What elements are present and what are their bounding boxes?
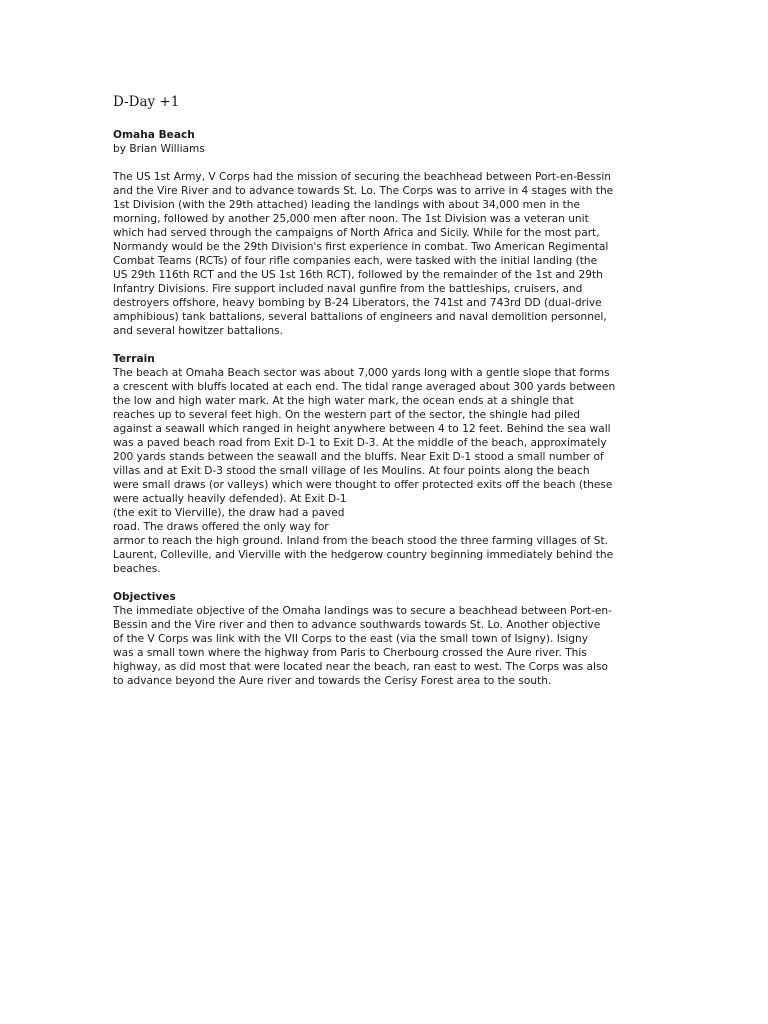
terrain-heading: Terrain — [113, 353, 155, 365]
paragraph-line: amphibious) tank battalions, several battalions of engineers and naval demolition personnel, — [113, 311, 607, 323]
document-title: D-Day +1 — [113, 94, 180, 110]
paragraph-line: the low and high water mark. At the high water mark, the ocean ends at a shingle that — [113, 395, 574, 407]
paragraph-line: The US 1st Army, V Corps had the mission of securing the beachhead between Port-en-Bessin — [113, 171, 612, 183]
paragraph-line: were small draws (or valleys) which were thought to offer protected exits off the beach (these — [113, 479, 613, 491]
spacer — [113, 156, 673, 170]
paragraph-line: of the V Corps was link with the VII Corps to the east (via the small town of Isigny). Isigny — [113, 633, 589, 645]
paragraph-line: armor to reach the high ground. Inland from the beach stood the three farming villages of St. — [113, 535, 609, 547]
paragraph-line: 1st Division (with the 29th attached) leading the landings with about 34,000 men in the — [113, 199, 580, 211]
paragraph-line: The beach at Omaha Beach sector was about 7,000 yards long with a gentle slope that forms — [113, 367, 610, 379]
spacer — [113, 338, 673, 352]
paragraph-line: highway, as did most that were located near the beach, ran east to west. The Corps was also — [113, 661, 608, 673]
objectives-paragraph — [113, 604, 673, 688]
document-body — [113, 128, 673, 688]
intro-paragraph — [113, 170, 673, 338]
byline: by Brian Williams — [113, 143, 205, 155]
paragraph-line: reaches up to several feet high. On the western part of the sector, the shingle had piled — [113, 409, 581, 421]
paragraph-line: road. The draws offered the only way for — [113, 521, 329, 533]
objectives-heading: Objectives — [113, 591, 176, 603]
paragraph-line: which had served through the campaigns of North Africa and Sicily. While for the most part, — [113, 227, 600, 239]
paragraph-line: Infantry Divisions. Fire support included naval gunfire from the battleships, cruisers, and — [113, 283, 583, 295]
paragraph-line: (the exit to Vierville), the draw had a paved — [113, 507, 345, 519]
paragraph-line: Normandy would be the 29th Division's first experience in combat. Two American Regimental — [113, 241, 609, 253]
paragraph-line: 200 yards stands between the seawall and the bluffs. Near Exit D-1 stood a small number of — [113, 451, 604, 463]
paragraph-line: Combat Teams (RCTs) of four rifle companies each, were tasked with the initial landing (the — [113, 255, 598, 267]
paragraph-line: destroyers offshore, heavy bombing by B-24 Liberators, the 741st and 743rd DD (dual-drive — [113, 297, 602, 309]
paragraph-line: The immediate objective of the Omaha landings was to secure a beachhead between Port-en- — [113, 605, 612, 617]
paragraph-line: was a small town where the highway from Paris to Cherbourg crossed the Aure river. This — [113, 647, 587, 659]
paragraph-line: beaches. — [113, 563, 161, 575]
spacer — [113, 576, 673, 590]
terrain-paragraph — [113, 366, 673, 576]
paragraph-line: against a seawall which ranged in height anywhere between 4 to 12 feet. Behind the sea wall — [113, 423, 611, 435]
paragraph-line: and several howitzer battalions. — [113, 325, 284, 337]
paragraph-line: was a paved beach road from Exit D-1 to Exit D-3. At the middle of the beach, approximately — [113, 437, 607, 449]
paragraph-line: Bessin and the Vire river and then to advance southwards towards St. Lo. Another objective — [113, 619, 601, 631]
article-heading: Omaha Beach — [113, 129, 195, 141]
paragraph-line: a crescent with bluffs located at each end. The tidal range averaged about 300 yards between — [113, 381, 616, 393]
paragraph-line: morning, followed by another 25,000 men after noon. The 1st Division was a veteran unit — [113, 213, 589, 225]
paragraph-line: to advance beyond the Aure river and towards the Cerisy Forest area to the south. — [113, 675, 552, 687]
paragraph-line: and the Vire River and to advance towards St. Lo. The Corps was to arrive in 4 stages with the — [113, 185, 614, 197]
paragraph-line: were actually heavily defended). At Exit D-1 — [113, 493, 347, 505]
paragraph-line: villas and at Exit D-3 stood the small village of les Moulins. At four points along the beach — [113, 465, 590, 477]
paragraph-line: Laurent, Colleville, and Vierville with the hedgerow country beginning immediately behind the — [113, 549, 614, 561]
paragraph-line: US 29th 116th RCT and the US 1st 16th RCT), followed by the remainder of the 1st and 29th — [113, 269, 603, 281]
